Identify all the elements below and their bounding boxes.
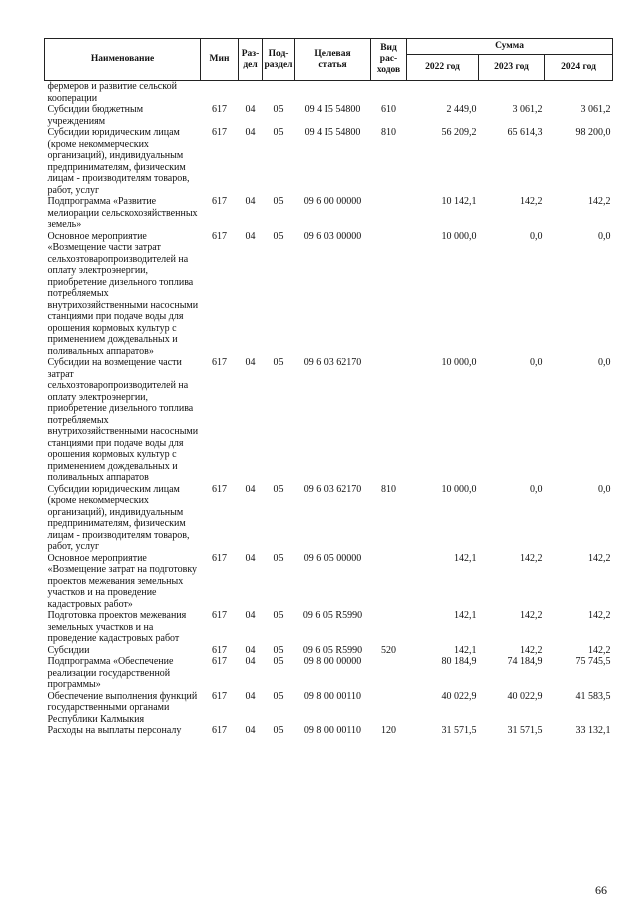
cell-2022: 10 000,0: [441, 230, 477, 242]
cell-2022: 2 449,0: [446, 104, 477, 115]
col-header-name: Наименование: [45, 39, 201, 81]
cell-2024: 0,0: [598, 357, 611, 368]
cell-min: 617: [212, 552, 227, 564]
cell-name: Подпрограмма «Развитие мелиорации сельскохозяйственных земель»: [47, 196, 198, 230]
budget-table-page: [44, 38, 612, 737]
cell-2022: 142,1: [454, 644, 477, 656]
cell-min: [201, 81, 239, 105]
col-header-2024: 2024 год: [545, 55, 613, 81]
cell-target: 09 6 00 00000: [303, 196, 362, 207]
cell-min: 617: [212, 483, 227, 495]
cell-2022: 56 209,2: [441, 127, 477, 138]
table-row: [45, 81, 613, 105]
cell-podrazdel: 05: [273, 725, 284, 736]
cell-razdel: 04: [245, 230, 256, 242]
cell-2024: 142,2: [588, 196, 611, 207]
cell-vid: [371, 691, 407, 726]
cell-target: 09 6 05 R5990: [302, 644, 363, 656]
cell-2023: 142,2: [520, 196, 543, 207]
cell-name: Подготовка проектов межевания земельных участков и на проведение кадастровых работ: [47, 610, 187, 644]
cell-target: 09 8 00 00110: [303, 725, 362, 736]
cell-vid: 810: [381, 483, 396, 495]
cell-2024: 142,2: [588, 610, 611, 621]
table-row: [45, 357, 613, 484]
cell-razdel: 04: [245, 552, 256, 564]
cell-podrazdel: 05: [273, 357, 284, 368]
cell-podrazdel: 05: [273, 127, 284, 138]
cell-2022: 10 000,0: [441, 483, 477, 495]
cell-razdel: 04: [245, 357, 256, 368]
cell-podrazdel: 05: [273, 552, 284, 564]
cell-min: 617: [212, 127, 227, 138]
cell-2024: 142,2: [588, 644, 611, 656]
cell-min: 617: [212, 104, 227, 115]
cell-2023: 74 184,9: [507, 656, 543, 667]
cell-target: 09 6 03 00000: [303, 230, 362, 242]
cell-podrazdel: 05: [273, 196, 284, 207]
cell-razdel: 04: [245, 690, 256, 702]
cell-target: 09 6 05 R5990: [302, 610, 363, 621]
cell-2024: 98 200,0: [575, 127, 611, 138]
cell-2024: 41 583,5: [575, 690, 611, 702]
cell-target: 09 8 00 00000: [303, 656, 362, 667]
cell-name: Основное мероприятие «Возмещение части затрат сельхозтоваропроизводителей на оплату электроэнергии, приобретение дизельного топлива потребляемых внутрихозяйственными насосными станциями при подаче воды для орошения кормовых культур с применением дождевальных и поливальных аппаратов»: [47, 230, 199, 357]
cell-2023: [479, 81, 545, 105]
cell-2024: 142,2: [588, 552, 611, 564]
table-row: [45, 196, 613, 231]
cell-target: 09 4 I5 54800: [304, 127, 361, 138]
cell-razdel: 04: [245, 610, 256, 621]
cell-name: фермеров и развитие сельской кооперации: [47, 81, 177, 104]
cell-razdel: [239, 81, 263, 105]
cell-min: 617: [212, 690, 227, 702]
col-header-min: Мин: [201, 39, 239, 81]
cell-podrazdel: [263, 81, 295, 105]
cell-vid: 520: [381, 644, 396, 656]
table-header: [45, 39, 613, 81]
cell-2023: 0,0: [530, 230, 543, 242]
table-row: [45, 725, 613, 737]
cell-target: [295, 81, 371, 105]
cell-2024: 0,0: [598, 230, 611, 242]
col-header-podrazdel: Под- раздел: [263, 39, 295, 81]
cell-min: 617: [212, 644, 227, 656]
table-row: [45, 691, 613, 726]
cell-2024: 33 132,1: [575, 725, 611, 736]
cell-target: 09 6 03 62170: [303, 483, 362, 495]
col-header-2023: 2023 год: [479, 55, 545, 81]
cell-name: Обеспечение выполнения функций государственными органами Республики Калмыкия: [47, 690, 198, 725]
cell-podrazdel: 05: [273, 690, 284, 702]
table-row: [45, 231, 613, 358]
cell-2022: 40 022,9: [441, 690, 477, 702]
cell-razdel: 04: [245, 196, 256, 207]
cell-min: 617: [212, 230, 227, 242]
cell-2023: 142,2: [520, 552, 543, 564]
cell-razdel: 04: [245, 656, 256, 667]
cell-2024: 0,0: [598, 483, 611, 495]
cell-name: Расходы на выплаты персоналу: [47, 725, 182, 736]
cell-2022: 10 142,1: [441, 196, 477, 207]
cell-2023: 3 061,2: [512, 104, 543, 115]
cell-min: 617: [212, 357, 227, 368]
cell-vid: [371, 553, 407, 611]
table-row: [45, 127, 613, 196]
col-header-target: Целевая статья: [295, 39, 371, 81]
cell-vid: 120: [381, 725, 396, 736]
cell-2022: 10 000,0: [441, 357, 477, 368]
cell-name: Субсидии юридическим лицам (кроме некоммерческих организаций), индивидуальным предпринимателям, физическим лицам - производителям товаров, работ, услуг: [47, 127, 190, 196]
cell-2024: 75 745,5: [575, 656, 611, 667]
table-row: [45, 645, 613, 657]
cell-2022: 142,1: [454, 552, 477, 564]
col-header-2022: 2022 год: [407, 55, 479, 81]
cell-2024: 3 061,2: [580, 104, 611, 115]
cell-vid: [371, 610, 407, 645]
cell-razdel: 04: [245, 127, 256, 138]
cell-razdel: 04: [245, 483, 256, 495]
cell-2022: 142,1: [454, 610, 477, 621]
cell-vid: [371, 81, 407, 105]
cell-min: 617: [212, 656, 227, 667]
table-row: [45, 104, 613, 127]
col-header-vid: Вид рас- ходов: [371, 39, 407, 81]
cell-podrazdel: 05: [273, 104, 284, 115]
budget-table: [44, 38, 613, 737]
cell-target: 09 6 03 62170: [303, 357, 362, 368]
cell-target: 09 8 00 00110: [303, 690, 362, 702]
cell-razdel: 04: [245, 644, 256, 656]
cell-vid: [371, 196, 407, 231]
col-header-razdel: Раз- дел: [239, 39, 263, 81]
cell-vid: [371, 357, 407, 484]
cell-razdel: 04: [245, 725, 256, 736]
cell-name: Субсидии бюджетным учреждениям: [47, 104, 144, 127]
cell-podrazdel: 05: [273, 230, 284, 242]
cell-2023: 65 614,3: [507, 127, 543, 138]
table-body: [45, 81, 613, 737]
cell-name: Субсидии на возмещение части затрат сельхозтоваропроизводителей на оплату электроэнергии, приобретение дизельного топлива потребляемых внутрихозяйственными насосными станциями при подаче воды для орошения кормовых культур с применением дождевальных и поливальных аппаратов: [47, 357, 199, 483]
cell-2022: 31 571,5: [441, 725, 477, 736]
cell-name: Субсидии юридическим лицам (кроме некоммерческих организаций), индивидуальным предпринимателям, физическим лицам - производителям товаров, работ, услуг: [47, 483, 190, 552]
cell-2023: 0,0: [530, 357, 543, 368]
cell-target: 09 4 I5 54800: [304, 104, 361, 115]
cell-vid: [371, 656, 407, 691]
cell-vid: 610: [381, 104, 396, 115]
cell-razdel: 04: [245, 104, 256, 115]
cell-podrazdel: 05: [273, 644, 284, 656]
cell-2024: [545, 81, 613, 105]
cell-podrazdel: 05: [273, 656, 284, 667]
cell-podrazdel: 05: [273, 483, 284, 495]
cell-podrazdel: 05: [273, 610, 284, 621]
cell-2023: 142,2: [520, 610, 543, 621]
table-row: [45, 553, 613, 611]
cell-name: Подпрограмма «Обеспечение реализации государственной программы»: [47, 656, 174, 690]
cell-2022: 80 184,9: [441, 656, 477, 667]
cell-min: 617: [212, 196, 227, 207]
cell-vid: [371, 231, 407, 358]
cell-target: 09 6 05 00000: [303, 552, 362, 564]
table-row: [45, 656, 613, 691]
cell-2023: 31 571,5: [507, 725, 543, 736]
cell-2023: 0,0: [530, 483, 543, 495]
cell-name: Субсидии: [47, 644, 90, 656]
cell-2023: 40 022,9: [507, 690, 543, 702]
cell-min: 617: [212, 610, 227, 621]
table-row: [45, 610, 613, 645]
cell-min: 617: [212, 725, 227, 736]
page-number: 66: [595, 883, 607, 897]
cell-name: Основное мероприятие «Возмещение затрат на подготовку проектов межевания земельных участков и на проведение кадастровых работ»: [47, 552, 198, 610]
cell-vid: 810: [381, 127, 396, 138]
table-row: [45, 484, 613, 553]
cell-2022: [407, 81, 479, 105]
cell-2023: 142,2: [520, 644, 543, 656]
col-header-sum: Сумма: [407, 39, 613, 55]
